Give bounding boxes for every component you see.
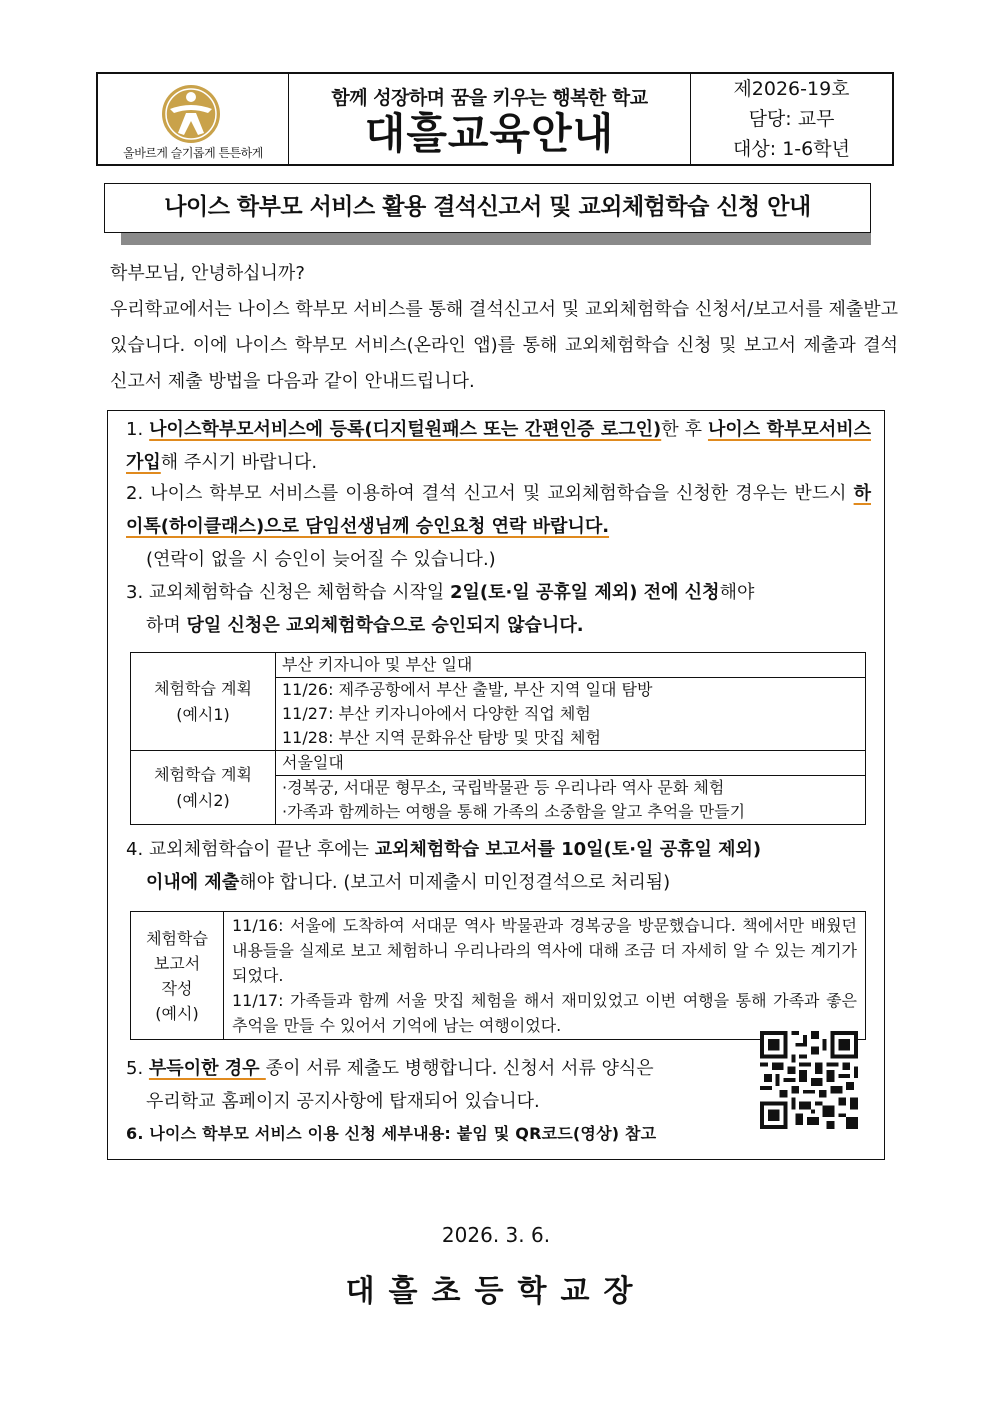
item-1-emphasis-c: 나이스 학부모서비스 가입 [126,419,871,473]
item-3-text-d: 하며 [146,615,187,636]
title-cell [289,74,691,164]
principal-signature: 대흘초등학교장 [345,1274,647,1309]
item-5-emphasis-a: 부득이한 경우 [148,1058,266,1079]
school-motto: 올바르게 슬기롭게 튼튼하게 [123,146,263,160]
plan-ex1-label: 체험학습 계획 (예시1) [131,653,276,751]
item-5 [126,1052,746,1118]
item-2 [126,477,871,576]
greeting: 학부모님, 안녕하십니까? [110,263,305,284]
plan-ex1-row-1: 부산 키자니아 및 부산 일대 [276,653,866,678]
report-table [130,911,866,1040]
item-4-emphasis-c: 이내에 제출 [146,872,240,893]
school-emblem-icon [160,83,222,145]
plan-ex2-label: 체험학습 계획 (예시2) [131,751,276,825]
plan-ex1-row-2: 11/26: 제주공항에서 부산 출발, 부산 지역 일대 탐방 [276,678,866,703]
plan-ex2-row-3: ·가족과 함께하는 여행을 통해 가족의 소중함을 알고 추억을 만들기 [276,800,866,825]
charge-department: 담당: 교무 [748,108,835,130]
item-3-text-a: 교외체험학습 신청은 체험학습 시작일 [148,582,451,603]
plan-ex1-row-3: 11/27: 부산 키자니아에서 다양한 직업 체험 [276,702,866,726]
item-number: 5. [126,1058,144,1079]
report-day-2: 11/17: 가족들과 함께 서울 맛집 체험을 해서 재미있었고 이번 여행을 통해 가족과 좋은 추억을 만들 수 있어서 기억에 남는 여행이었다. [232,991,857,1035]
plan-table [130,652,866,825]
item-2-text-a: 나이스 학부모 서비스를 이용하여 결석 신고서 및 교외체험학습을 신청한 경우는 반드시 [150,483,854,504]
school-slogan: 함께 성장하며 꿈을 키우는 행복한 학교 [331,87,648,109]
item-4-text-d: 해야 합니다. (보고서 미제출시 미인정결석으로 처리됨) [239,872,671,893]
report-day-1: 11/16: 서울에 도착하여 서대문 역사 박물관과 경복궁을 방문했습니다. 책에서만 배웠던 내용들을 실제로 보고 체험하니 우리나라의 역사에 대해 조금 더 자세히 알 수 있는 계기가 되었다. [232,916,857,985]
item-3-emphasis-b: 2일(토·일 공휴일 제외) 전에 신청 [450,582,720,603]
item-3-emphasis-e: 당일 신청은 교외체험학습으로 승인되지 않습니다. [186,615,584,636]
item-5-text-c: 우리학교 홈페이지 공지사항에 탑재되어 있습니다. [146,1091,540,1112]
item-4-text-a: 교외체험학습이 끝난 후에는 [148,839,375,860]
logo-cell [98,74,289,164]
report-label: 체험학습 보고서 작성 (예시) [131,912,224,1040]
meta-cell [691,74,892,164]
item-1-text-d: 해 주시기 바랍니다. [160,452,318,473]
item-4-emphasis-b: 교외체험학습 보고서를 10일(토·일 공휴일 제외) [374,839,762,860]
plan-ex2-row-2: ·경복궁, 서대문 형무소, 국립박물관 등 우리나라 역사 문화 체험 [276,776,866,801]
item-4 [126,833,871,899]
qr-code-icon[interactable] [760,1031,858,1129]
intro-section [82,256,898,400]
item-2-note: (연락이 없을 시 승인이 늦어질 수 있습니다.) [146,549,496,570]
item-1 [126,413,871,479]
newsletter-title: 대흘교육안내 [364,109,615,158]
item-1-emphasis-a: 나이스학부모서비스에 등록(디지털원패스 또는 간편인증 로그인) [149,419,662,440]
plan-ex1-row-4: 11/28: 부산 지역 문화유산 탐방 및 맛집 체험 [276,726,866,751]
plan-ex2-row-1: 서울일대 [276,751,866,776]
item-number: 4. [126,839,144,860]
item-5-text-b: 종이 서류 제출도 병행합니다. 신청서 서류 양식은 [265,1058,654,1079]
item-3 [126,576,871,642]
issue-number: 제2026-19호 [733,78,850,100]
item-1-text-b: 한 후 [661,419,708,440]
intro-paragraph: 우리학교에서는 나이스 학부모 서비스를 통해 결석신고서 및 교외체험학습 신청서/보고서를 제출받고 있습니다. 이에 나이스 학부모 서비스(온라인 앱)를 통해 교외체험학습 신청 및 보고서 제출과 결석 신고서 제출 방법을 다음과 같이 안내드립니다. [110,299,898,392]
newsletter-header [96,72,894,166]
target-grades: 대상: 1-6학년 [733,138,850,160]
report-text [224,912,866,1040]
subject-banner: 나이스 학부모 서비스 활용 결석신고서 및 교외체험학습 신청 안내 [104,183,871,233]
item-2-emphasis-b: 하이톡(하이클래스)으로 담임선생님께 승인요청 연락 바랍니다. [126,483,871,537]
guide-box [107,410,885,1160]
item-3-text-c: 해야 [719,582,755,603]
item-number: 3. [126,582,144,603]
item-6: 6. 나이스 학부모 서비스 이용 신청 세부내용: 붙임 및 QR코드(영상) 참고 [126,1124,657,1143]
item-number: 2. [126,483,144,504]
issue-date: 2026. 3. 6. [441,1223,551,1247]
item-number: 1. [126,419,144,440]
